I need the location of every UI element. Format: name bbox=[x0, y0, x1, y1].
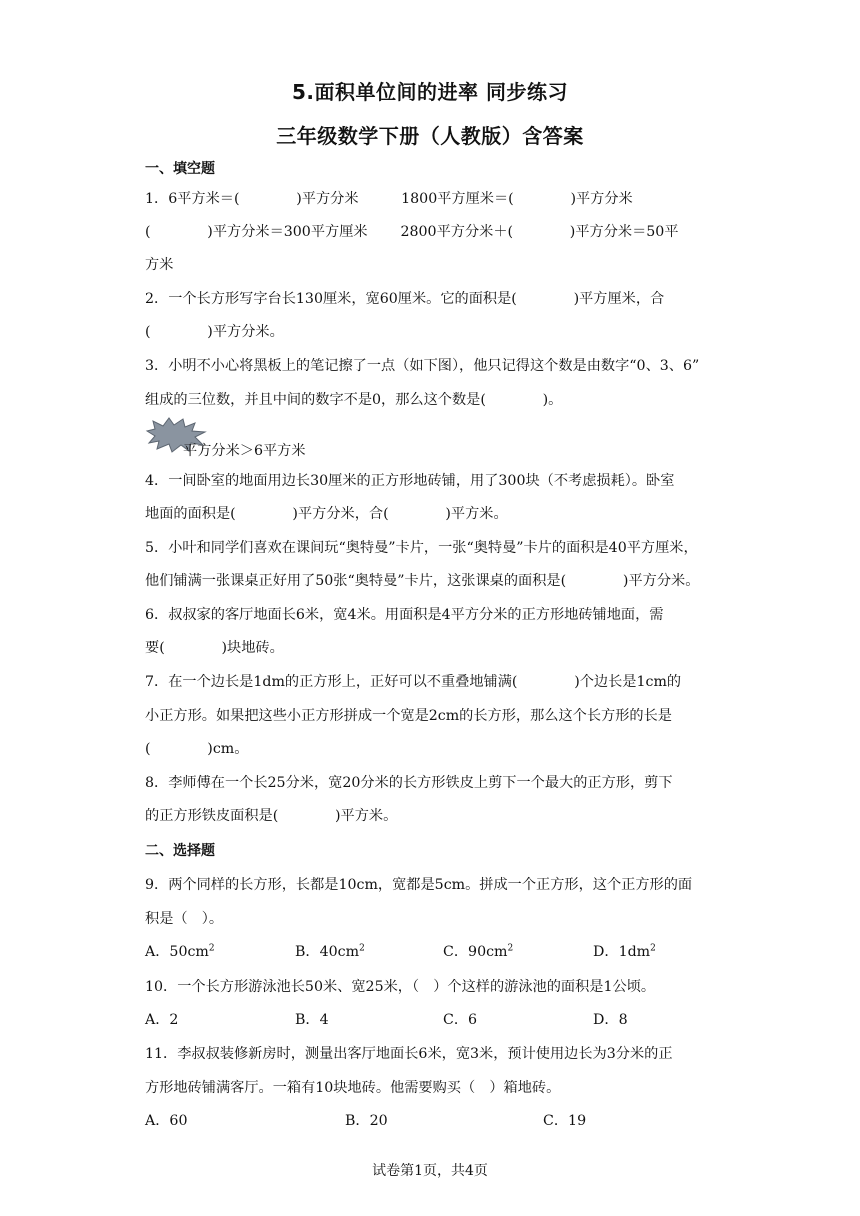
section-choice-heading: 二、选择题 bbox=[145, 843, 215, 859]
q7-line-3: ( )cm。 bbox=[145, 741, 249, 757]
q9-option-d: D．$1dm^2$ bbox=[593, 943, 656, 960]
q6-line-2: 要( )块地砖。 bbox=[145, 640, 284, 656]
q11-option-b: B．20 bbox=[345, 1113, 388, 1129]
q10-option-c: C．6 bbox=[443, 1012, 478, 1028]
q4-line-2: 地面的面积是( )平方分米，合( )平方米。 bbox=[145, 506, 508, 522]
section-fill-heading: 一、填空题 bbox=[145, 161, 215, 177]
q3-line-2: 组成的三位数，并且中间的数字不是0，那么这个数是( )。 bbox=[145, 392, 563, 408]
q2-line-1: 2．一个长方形写字台长130厘米，宽60厘米。它的面积是( )平方厘米，合 bbox=[145, 291, 665, 307]
q3-line-3: 平方分米＞6平方米 bbox=[183, 443, 306, 459]
q9-option-b: B．$40cm^2$ bbox=[295, 943, 365, 960]
q9-option-c: C．$90cm^2$ bbox=[443, 943, 514, 960]
q10-option-b: B．4 bbox=[295, 1012, 329, 1028]
q7-line-2: 小正方形。如果把这些小正方形拼成一个宽是2cm的长方形，那么这个长方形的长是 bbox=[145, 708, 672, 724]
q9-option-a: A．$50cm^2$ bbox=[145, 943, 215, 960]
q10-line-1: 10．一个长方形游泳池长50米、宽25米，（ ）个这样的游泳池的面积是1公顷。 bbox=[145, 979, 656, 995]
q11-line-2: 方形地砖铺满客厅。一箱有10块地砖。他需要购买（ ）箱地砖。 bbox=[145, 1080, 561, 1096]
q10-option-d: D．8 bbox=[593, 1012, 628, 1028]
q10-option-a: A．2 bbox=[145, 1012, 179, 1028]
q6-line-1: 6．叔叔家的客厅地面长6米，宽4米。用面积是4平方分米的正方形地砖铺地面，需 bbox=[145, 607, 664, 623]
q11-option-c: C．19 bbox=[543, 1113, 587, 1129]
page-title: 5.面积单位间的进率 同步练习 bbox=[292, 80, 568, 104]
page-footer: 试卷第1页，共4页 bbox=[372, 1163, 488, 1179]
q9-line-2: 积是（ ）。 bbox=[145, 911, 224, 927]
q3-line-1: 3．小明不小心将黑板上的笔记擦了一点（如下图），他只记得这个数是由数字“0、3、6” bbox=[145, 358, 700, 374]
q8-line-2: 的正方形铁皮面积是( )平方米。 bbox=[145, 808, 398, 824]
q7-line-1: 7．在一个边长是1dm的正方形上，正好可以不重叠地铺满( )个边长是1cm的 bbox=[145, 674, 682, 690]
page-subtitle: 三年级数学下册（人教版）含答案 bbox=[276, 124, 584, 148]
q1-line-3: 方米 bbox=[145, 257, 174, 273]
q1-line-2: ( )平方分米＝300平方厘米 2800平方分米＋( )平方分米＝50平 bbox=[145, 224, 679, 240]
q11-line-1: 11．李叔叔装修新房时，测量出客厅地面长6米，宽3米，预计使用边长为3分米的正 bbox=[145, 1046, 673, 1062]
q5-line-1: 5．小叶和同学们喜欢在课间玩“奥特曼”卡片，一张“奥特曼”卡片的面积是40平方厘米， bbox=[145, 540, 698, 556]
q8-line-1: 8．李师傅在一个长25分米，宽20分米的长方形铁皮上剪下一个最大的正方形，剪下 bbox=[145, 775, 673, 791]
q2-line-2: ( )平方分米。 bbox=[145, 324, 284, 340]
q9-line-1: 9．两个同样的长方形，长都是10cm，宽都是5cm。拼成一个正方形，这个正方形的面 bbox=[145, 877, 693, 893]
q4-line-1: 4．一间卧室的地面用边长30厘米的正方形地砖铺，用了300块（不考虑损耗）。卧室 bbox=[145, 473, 675, 489]
q1-line-1: 1．6平方米＝( )平方分米 1800平方厘米＝( )平方分米 bbox=[145, 191, 633, 207]
q11-option-a: A．60 bbox=[145, 1113, 188, 1129]
q5-line-2: 他们铺满一张课桌正好用了50张“奥特曼”卡片，这张课桌的面积是( )平方分米。 bbox=[145, 573, 700, 589]
